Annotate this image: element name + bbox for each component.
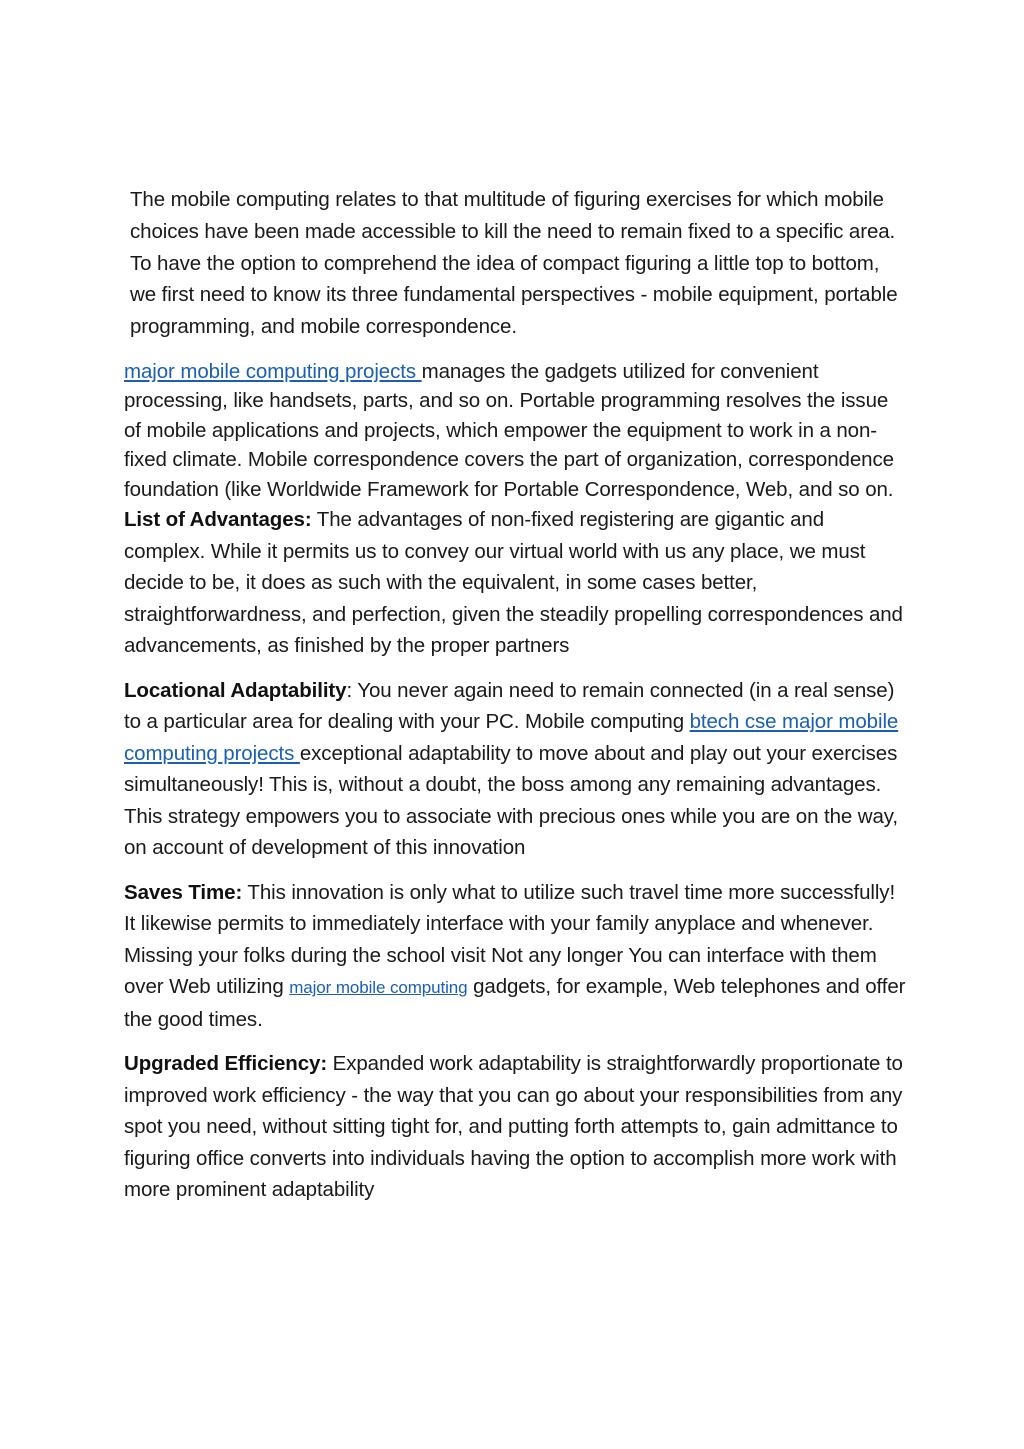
efficiency-text: Expanded work adaptability is straightforwardly proportionate to improved work efficiency - the way that you can go about your responsibilities from any spot you need, without sitting tight for, and putting forth attempts to, gain admittance to figuring office converts into individuals having the option to accomplish more work with more prominent adaptability xyxy=(124,1052,903,1202)
advantages-text: The advantages of non-fixed registering are gigantic and complex. While it permits us to convey our virtual world with us any place, we must decide to be, it does as such with the equivalent, in some cases better, straightforwardness, and perfection, given the steadily propelling correspondences and advancements, as finished by the proper partners xyxy=(124,508,903,658)
intro-text: The mobile computing relates to that multitude of figuring exercises for which mobile choices have been made accessible to kill the need to remain fixed to a specific area. To have the option to comprehend the idea of compact figuring a little top to bottom, we first need to know its three fundamental perspectives - mobile equipment, portable programming, and mobile correspondence. xyxy=(130,188,898,339)
advantages-heading: List of Advantages: xyxy=(124,508,312,532)
major-mobile-computing-projects-link[interactable]: major mobile computing projects xyxy=(124,359,422,383)
efficiency-paragraph xyxy=(124,1048,909,1206)
document-body xyxy=(124,184,909,1219)
saves-time-text-after: gadgets, for example, Web telephones and offer the good times. xyxy=(124,975,906,1031)
gadgets-paragraph xyxy=(124,357,909,505)
locational-heading: Locational Adaptability xyxy=(124,678,347,702)
saves-time-text-before: This innovation is only what to utilize such travel time more successfully! It likewise permits to immediately interface with your family anyplace and whenever. Missing your folks during the school visit Not any longer You can interface with them over Web utilizing xyxy=(124,880,896,999)
efficiency-heading: Upgraded Efficiency: xyxy=(124,1052,328,1076)
gadgets-text: manages the gadgets utilized for convenient processing, like handsets, parts, and so on. Portable programming resolves the issue of mobile applications and projects, which empower the equipment to work in a non-fixed climate. Mobile correspondence covers the part of organization, correspondence foundation (like Worldwide Framework for Portable Correspondence, Web, and so on. xyxy=(124,359,894,501)
advantages-paragraph xyxy=(124,504,909,662)
saves-time-paragraph xyxy=(124,877,909,1036)
locational-text-before: : You never again need to remain connected (in a real sense) to a particular area for dealing with your PC. Mobile computing xyxy=(124,678,895,734)
saves-time-heading: Saves Time: xyxy=(124,880,243,904)
intro-paragraph xyxy=(124,184,909,343)
locational-text-after: exceptional adaptability to move about and play out your exercises simultaneously! This is, without a doubt, the boss among any remaining advantages. This strategy empowers you to associate with precious ones while you are on the way, on account of development of this innovation xyxy=(124,741,899,860)
locational-paragraph xyxy=(124,675,909,864)
major-mobile-computing-link[interactable]: major mobile computing xyxy=(289,978,468,998)
btech-cse-projects-link[interactable]: btech cse major mobile computing projects xyxy=(124,710,899,765)
